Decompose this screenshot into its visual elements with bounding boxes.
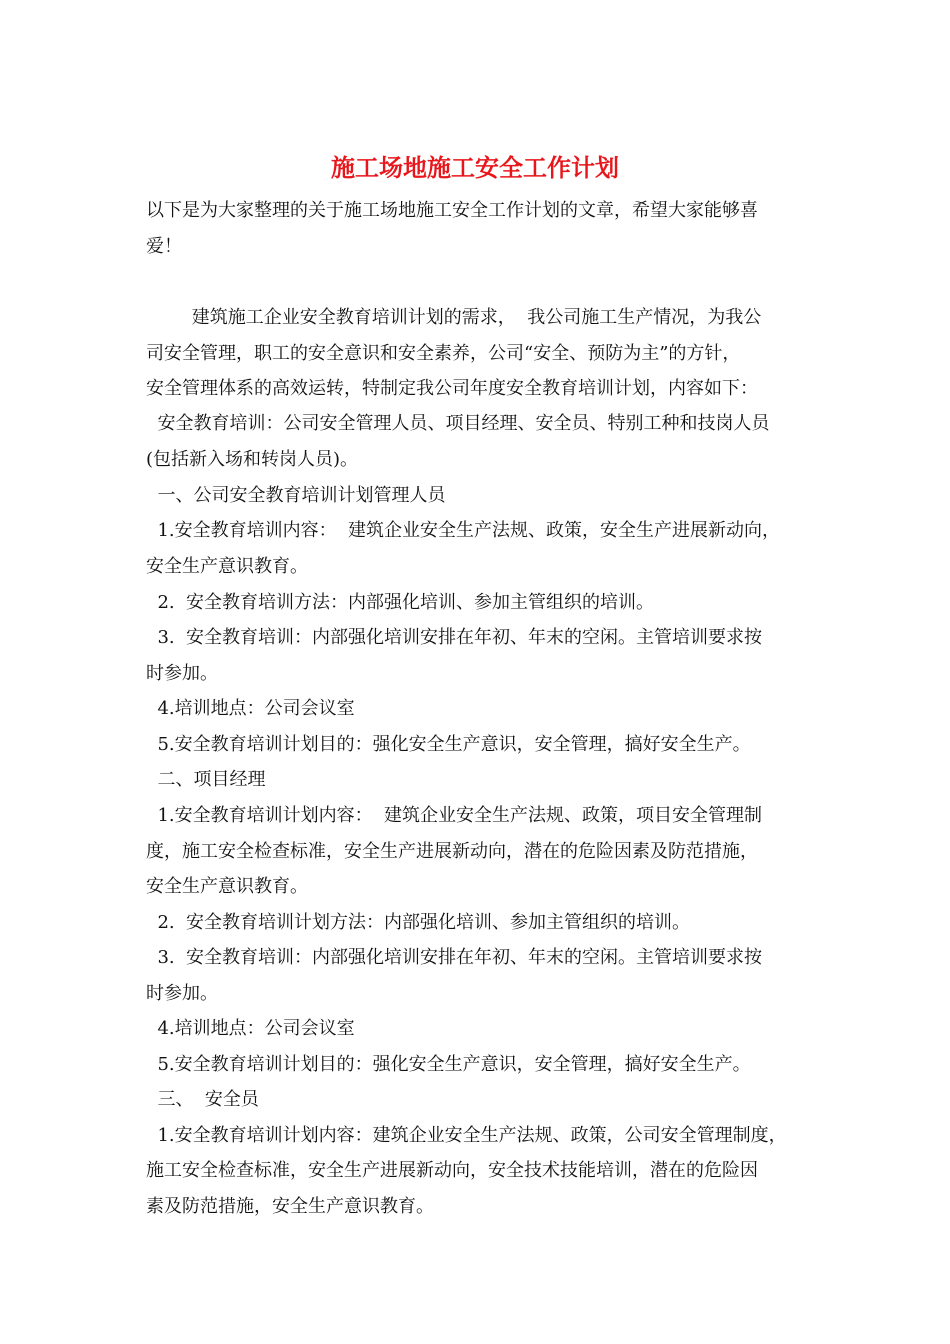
paragraph-line: 建筑施工企业安全教育培训计划的需求， 我公司施工生产情况，为我公 [146, 307, 762, 328]
list-item: 1.安全教育培训计划内容： 建筑企业安全生产法规、政策，项目安全管理制 [146, 805, 763, 826]
list-item-continuation: 安全生产意识教育。 [146, 556, 308, 577]
document-title: 施工场地施工安全工作计划 [331, 153, 619, 182]
list-item: 2. 安全教育培训计划方法：内部强化培训、参加主管组织的培训。 [146, 912, 691, 933]
list-item: 3. 安全教育培训：内部强化培训安排在年初、年末的空闲。主管培训要求按 [146, 947, 763, 968]
list-item-continuation: 度，施工安全检查标准，安全生产进展新动向，潜在的危险因素及防范措施， [146, 841, 758, 862]
paragraph-line: 司安全管理，职工的安全意识和安全素养，公司“安全、预防为主”的方针， [146, 343, 741, 364]
list-item-continuation: 施工安全检查标准，安全生产进展新动向，安全技术技能培训，潜在的危险因 [146, 1160, 758, 1181]
section-heading: 三、 安全员 [146, 1089, 259, 1110]
list-item: 4.培训地点：公司会议室 [146, 1018, 355, 1039]
list-item: 3. 安全教育培训：内部强化培训安排在年初、年末的空闲。主管培训要求按 [146, 627, 763, 648]
paragraph-line: 安全管理体系的高效运转，特制定我公司年度安全教育培训计划，内容如下： [146, 378, 758, 399]
list-item: 5.安全教育培训计划目的：强化安全生产意识，安全管理，搞好安全生产。 [146, 1054, 751, 1075]
list-item-continuation: 时参加。 [146, 663, 218, 684]
intro-line-2: 爱！ [146, 236, 182, 257]
paragraph-line: (包括新入场和转岗人员)。 [146, 449, 359, 470]
list-item: 2. 安全教育培训方法：内部强化培训、参加主管组织的培训。 [146, 592, 655, 613]
section-heading: 二、项目经理 [146, 769, 266, 790]
section-heading: 一、公司安全教育培训计划管理人员 [146, 485, 446, 506]
list-item: 4.培训地点：公司会议室 [146, 698, 355, 719]
list-item-continuation: 安全生产意识教育。 [146, 876, 308, 897]
list-item: 5.安全教育培训计划目的：强化安全生产意识，安全管理，搞好安全生产。 [146, 734, 751, 755]
list-item: 1.安全教育培训内容： 建筑企业安全生产法规、政策，安全生产进展新动向， [146, 520, 781, 541]
list-item: 1.安全教育培训计划内容：建筑企业安全生产法规、政策，公司安全管理制度， [146, 1125, 787, 1146]
list-item-continuation: 时参加。 [146, 983, 218, 1004]
list-item-continuation: 素及防范措施，安全生产意识教育。 [146, 1196, 434, 1217]
paragraph-line: 安全教育培训：公司安全管理人员、项目经理、安全员、特别工种和技岗人员 [146, 413, 770, 434]
intro-line-1: 以下是为大家整理的关于施工场地施工安全工作计划的文章，希望大家能够喜 [146, 200, 758, 221]
